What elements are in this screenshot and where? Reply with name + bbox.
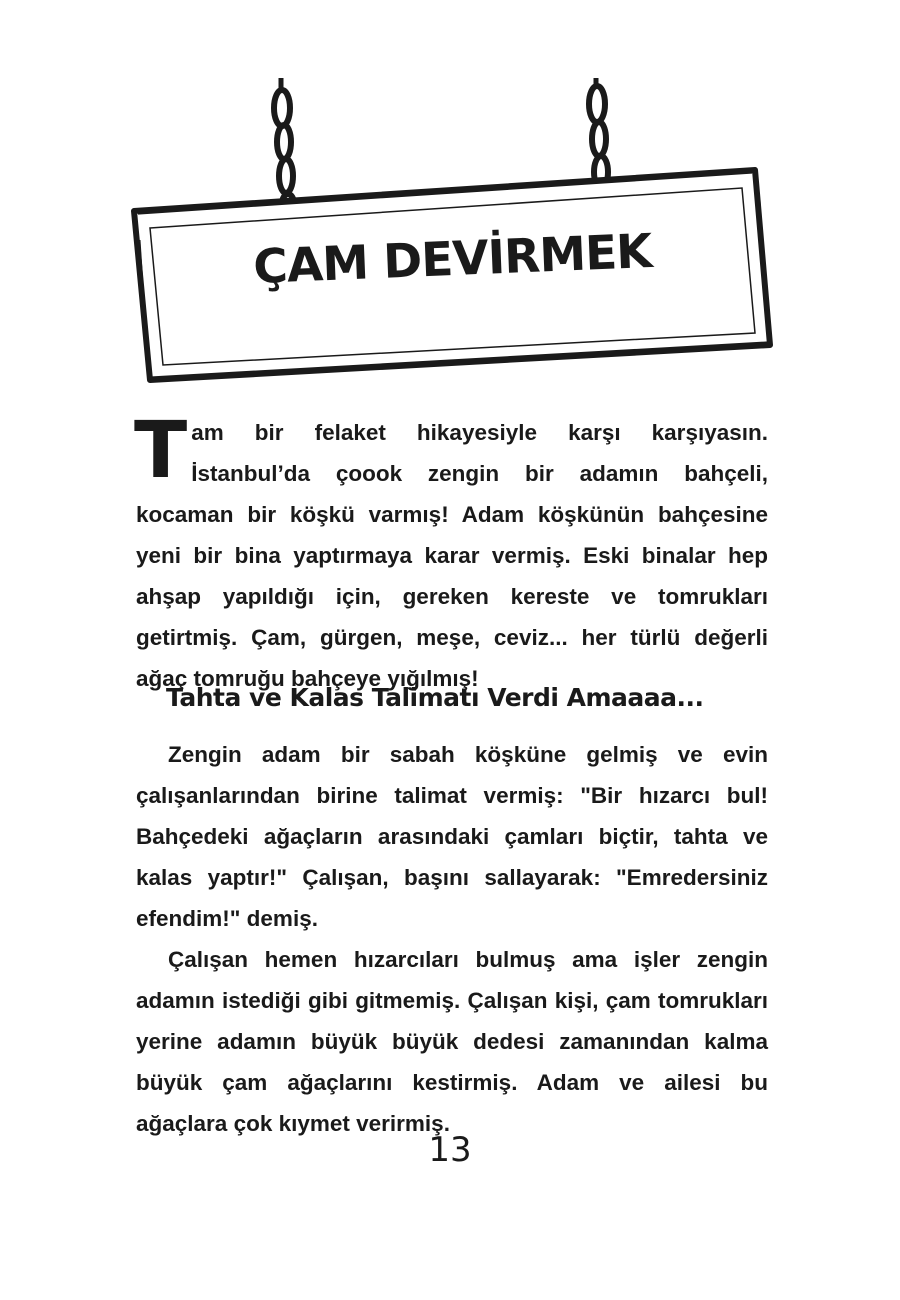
- page-number: 13: [428, 1130, 472, 1170]
- chapter-title: ÇAM DEVİRMEK: [252, 224, 653, 295]
- intro-text: am bir felaket hikayesiyle karşı karşıyasın. İstanbul’da çoook zengin bir adamın bahçeli, kocaman bir köşkü varmış! Adam köşkünün bahçesine yeni bir bina yaptırmaya karar vermiş. Eski binalar hep ahşap yapıldığı için, gereken kereste ve tomrukları getirtmiş. Çam, gürgen, meşe, ceviz... her türlü değerli ağaç tomruğu bahçeye yığılmış!: [136, 420, 768, 691]
- section-heading: Tahta ve Kalas Talimatı Verdi Amaaaa...: [166, 683, 704, 712]
- section-paragraph-1: Zengin adam bir sabah köşküne gelmiş ve evin çalışanlarından birine talimat vermiş: "Bir hızarcı bul! Bahçedeki ağaçların arasındaki çamları biçtir, tahta ve kalas yaptır!" Çalışan, başını sallayarak: "Emredersiniz efendim!" demiş.: [136, 742, 768, 931]
- drop-cap: T: [134, 406, 188, 496]
- hanging-sign-illustration: [0, 0, 900, 400]
- intro-paragraph: [134, 406, 768, 699]
- section-paragraph-2: Çalışan hemen hızarcıları bulmuş ama işler zengin adamın istediği gibi gitmemiş. Çalışan kişi, çam tomrukları yerine adamın büyük büyük dedesi zamanından kalma büyük çam ağaçlarını kestirmiş. Adam ve ailesi bu ağaçlara çok kıymet verirmiş.: [136, 947, 768, 1136]
- section-body: [136, 734, 768, 1144]
- intro-block: [134, 406, 768, 699]
- left-chain-icon: [274, 78, 294, 214]
